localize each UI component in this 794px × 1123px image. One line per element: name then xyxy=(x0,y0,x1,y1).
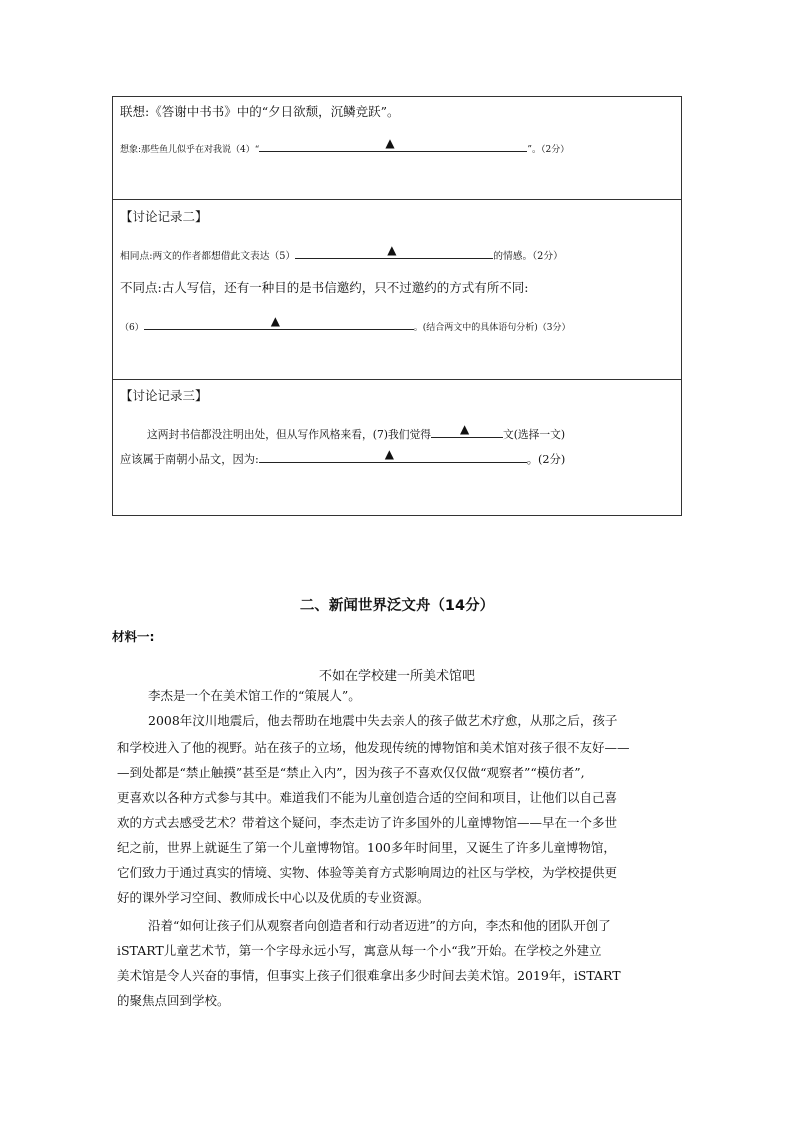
article-title: 不如在学校建一所美术馆吧 xyxy=(318,669,475,684)
discussion-table xyxy=(112,96,682,516)
triangle-marker-icon: ▲ xyxy=(270,314,280,328)
material-label: 材料一: xyxy=(112,629,155,644)
paragraph-line: —到处都是“禁止触摸”甚至是“禁止入内”，因为孩子不喜欢仅仅做“观察者”“模仿者”, xyxy=(117,765,585,780)
paragraph-line: iSTART儿童艺术节，第一个字母永远小写，寓意从每一个小“我”开始。在学校之外建立 xyxy=(117,943,602,958)
discussion-record-two-cell xyxy=(113,200,681,380)
imagination-line xyxy=(120,137,569,158)
answer-blank-5[interactable] xyxy=(295,244,493,259)
style-prefix: 这两封书信都没注明出处，但从写作风格来看，(7)我们觉得 xyxy=(147,428,431,441)
paragraph-line: 美术馆是令人兴奋的事情，但事实上孩子们很难拿出多少时间去美术馆。2019年，iSTART xyxy=(117,968,621,983)
section-title: 二、新闻世界泛文舟（14分） xyxy=(299,598,495,614)
reason-prefix: 应该属于南朝小品文，因为: xyxy=(120,453,259,466)
reason-line xyxy=(120,448,565,468)
record-three-header: 【讨论记录三】 xyxy=(120,388,208,403)
triangle-marker-icon: ▲ xyxy=(459,422,470,436)
difference-prefix: （6） xyxy=(120,323,144,333)
similarity-suffix: 的情感。（2分） xyxy=(493,251,563,262)
answer-blank-7a[interactable] xyxy=(431,423,503,438)
paragraph-line: 李杰是一个在美术馆工作的“策展人”。 xyxy=(148,688,361,703)
answer-blank-6[interactable] xyxy=(144,315,414,330)
similarity-prefix: 相同点:两文的作者都想借此文表达（5） xyxy=(120,251,296,262)
similarity-line xyxy=(120,244,563,265)
reason-suffix: 。(2分) xyxy=(526,453,566,466)
difference-answer-line xyxy=(120,315,570,336)
triangle-marker-icon: ▲ xyxy=(384,447,395,461)
paragraph-line: 和学校进入了他的视野。站在孩子的立场，他发现传统的博物馆和美术馆对孩子很不友好—— xyxy=(117,740,630,755)
difference-line: 不同点:古人写信，还有一种目的是书信邀约，只不过邀约的方式有所不同: xyxy=(120,280,529,295)
style-judgement-line xyxy=(147,423,565,443)
discussion-record-three-cell xyxy=(113,380,681,517)
paragraph-line: 的聚焦点回到学校。 xyxy=(117,993,230,1008)
imagination-prefix: 想象:那些鱼儿似乎在对我说（4）“ xyxy=(120,145,260,155)
triangle-marker-icon: ▲ xyxy=(387,243,397,257)
difference-suffix: 。(结合两文中的具体语句分析)（3分） xyxy=(413,323,571,333)
answer-blank-7b[interactable] xyxy=(259,448,527,463)
paragraph-line: 好的课外学习空间、教师成长中心以及优质的专业资源。 xyxy=(117,890,430,905)
style-suffix: 文(选择一文) xyxy=(502,428,566,441)
paragraph-line: 纪之前，世界上就诞生了第一个儿童博物馆。100多年时间里，又诞生了许多儿童博物馆， xyxy=(117,840,616,855)
triangle-marker-icon: ▲ xyxy=(385,136,395,150)
paragraph-line: 2008年汶川地震后，他去帮助在地震中失去亲人的孩子做艺术疗愈，从那之后，孩子 xyxy=(148,713,618,728)
discussion-record-one-cell xyxy=(113,97,681,200)
association-line: 联想:《答谢中书书》中的“夕日欲颓，沉鳞竞跃”。 xyxy=(120,104,400,119)
answer-blank-4[interactable] xyxy=(259,137,527,152)
paragraph-line: 沿着“如何让孩子们从观察者向创造者和行动者迈进”的方向，李杰和他的团队开创了 xyxy=(148,918,611,933)
paragraph-line: 欢的方式去感受艺术？带着这个疑问，李杰走访了许多国外的儿童博物馆——早在一个多世 xyxy=(117,815,618,830)
paragraph-line: 更喜欢以各种方式参与其中。难道我们不能为儿童创造合适的空间和项目，让他们以自己喜 xyxy=(117,790,618,805)
record-two-header: 【讨论记录二】 xyxy=(120,209,208,224)
paragraph-line: 它们致力于通过真实的情境、实物、体验等美育方式影响周边的社区与学校，为学校提供更 xyxy=(117,865,618,880)
imagination-suffix: ”。（2分） xyxy=(527,145,570,155)
